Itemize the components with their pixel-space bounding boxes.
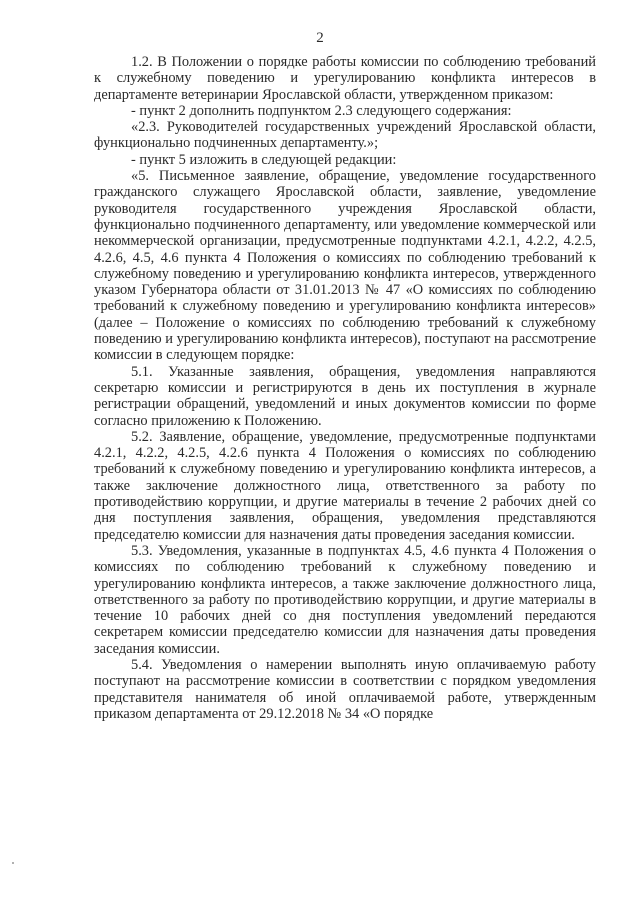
paragraph-2-3-text: «2.3. Руководителей государственных учреждений Ярославской области, функционально подчиненных департаменту.»; [94, 119, 596, 152]
page-number: 2 [316, 30, 324, 46]
paragraph-5-1: 5.1. Указанные заявления, обращения, уведомления направляются секретарю комиссии и регистрируются в день их поступления в журнале регистрации обращений, уведомлений и иных документов комиссии по форме согласно приложению к Положению. [94, 363, 596, 429]
paragraph-5-4: 5.4. Уведомления о намерении выполнять иную оплачиваемую работу поступают на рассмотрение комиссии в соответствии с порядком уведомления представителя нанимателя об иной оплачиваемой работе, утвержденным приказом департамента от 29.12.2018 № 34 «О порядке [94, 656, 596, 722]
paragraph-1-2: 1.2. В Положении о порядке работы комиссии по соблюдению требований к служебному поведению и урегулированию конфликта интересов в департаменте ветеринарии Ярославской области, утвержденном приказом: [94, 54, 596, 103]
paragraph-item-2: - пункт 2 дополнить подпунктом 2.3 следующего содержания: [131, 102, 512, 119]
paragraph-5-text: «5. Письменное заявление, обращение, уведомление государственного гражданского служащего Ярославской области, заявление, уведомление руководителя государственного учреждения Ярославской области, функционально подчиненного департаменту, или уведомление коммерческой или некоммерческой организации, предусмотренные подпунктами 4.2.1, 4.2.2, 4.2.5, 4.2.6, 4.5, 4.6 пункта 4 Положения о комиссиях по соблюдению требований к служебному поведению и урегулированию конфликта интересов, утвержденного указом Губернатора области от 31.01.2013 № 47 «О комиссиях по соблюдению требований к служебному поведению и урегулированию конфликта интересов» (далее – Положение о комиссиях по соблюдению требований к служебному поведению и урегулированию конфликта интересов), поступают на рассмотрение комиссии в следующем порядке: [94, 168, 596, 364]
paragraph-5-3: 5.3. Уведомления, указанные в подпунктах 4.5, 4.6 пункта 4 Положения о комиссиях по соблюдению требований к служебному поведению и урегулированию конфликта интересов, а также заключение должностного лица, ответственного за работу по противодействию коррупции, и другие материалы в течение 10 рабочих дней со дня поступления уведомлений передаются секретарем комиссии председателю комиссии для назначения даты проведения заседания комиссии. [94, 542, 596, 657]
paragraph-item-5: - пункт 5 изложить в следующей редакции: [131, 151, 397, 168]
paragraph-5-2: 5.2. Заявление, обращение, уведомление, предусмотренные подпунктами 4.2.1, 4.2.2, 4.2.5, 4.2.6 пункта 4 Положения о комиссиях по соблюдению требований к служебному поведению и урегулированию конфликта интересов, а также заключение должностного лица, ответственного за работу по противодействию коррупции, и другие материалы в течение 2 рабочих дней со дня поступления заявления, обращения, уведомления представляются председателю комиссии для назначения даты проведения заседания комиссии. [94, 428, 596, 543]
scan-speck [12, 862, 14, 864]
document-body [94, 54, 596, 722]
